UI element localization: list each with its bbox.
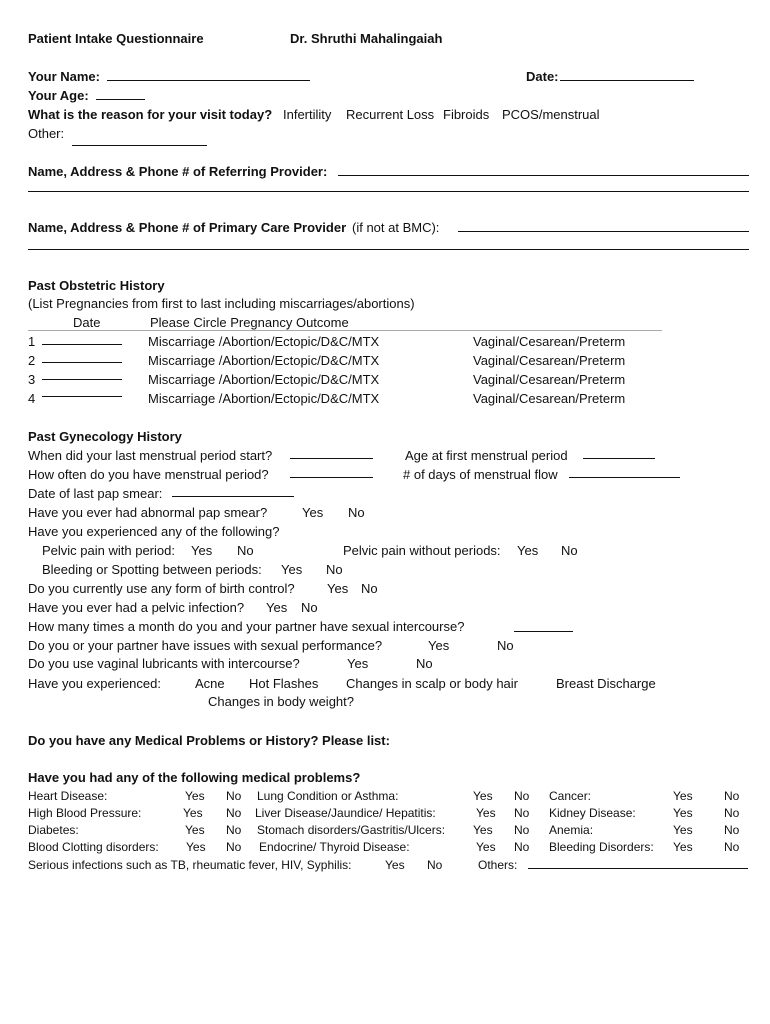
delivery-type[interactable]: Vaginal/Cesarean/Preterm xyxy=(473,353,626,368)
liver-disease-label: Liver Disease/Jaundice/ Hepatitis: xyxy=(255,806,436,820)
primary-care-field-line2[interactable] xyxy=(28,249,749,250)
row-number: 1 xyxy=(28,334,36,349)
kidney-disease-label: Kidney Disease: xyxy=(549,806,636,820)
serious-infections-label: Serious infections such as TB, rheumatic fever, HIV, Syphilis: xyxy=(28,858,352,872)
gynecology-heading: Past Gynecology History xyxy=(28,429,182,444)
primary-care-note: (if not at BMC): xyxy=(352,220,440,235)
delivery-type[interactable]: Vaginal/Cesarean/Preterm xyxy=(473,334,626,349)
anemia-label: Anemia: xyxy=(549,823,594,837)
period-frequency-label: How often do you have menstrual period? xyxy=(28,467,269,482)
name-label: Your Name: xyxy=(28,69,100,84)
intercourse-frequency-label: How many times a month do you and your partner have sexual intercourse? xyxy=(28,619,465,634)
age-first-period-field[interactable] xyxy=(583,458,655,459)
pelvic-infection-no[interactable]: No xyxy=(301,600,318,615)
obstetric-instruction: (List Pregnancies from first to last including miscarriages/abortions) xyxy=(28,296,415,311)
age-first-period-label: Age at first menstrual period xyxy=(405,448,568,463)
delivery-type[interactable]: Vaginal/Cesarean/Preterm xyxy=(473,372,626,387)
diabetes-yes[interactable]: Yes xyxy=(185,823,205,837)
pelvic-infection-label: Have you ever had a pelvic infection? xyxy=(28,600,245,615)
bleeding-label: Bleeding or Spotting between periods: xyxy=(42,562,262,577)
liver-disease-yes[interactable]: Yes xyxy=(476,806,496,820)
medical-problems-prompt: Do you have any Medical Problems or History? Please list: xyxy=(28,733,390,748)
sexual-performance-yes[interactable]: Yes xyxy=(428,638,450,653)
intercourse-frequency-field[interactable] xyxy=(514,631,573,632)
birth-control-no[interactable]: No xyxy=(361,581,378,596)
reason-label: What is the reason for your visit today? xyxy=(28,107,273,122)
referring-provider-label: Name, Address & Phone # of Referring Provider: xyxy=(28,164,328,179)
bleeding-disorders-no[interactable]: No xyxy=(724,840,740,854)
obstetric-header-divider xyxy=(28,330,662,331)
blood-clotting-label: Blood Clotting disorders: xyxy=(28,840,159,854)
abnormal-pap-label: Have you ever had abnormal pap smear? xyxy=(28,505,268,520)
stomach-disorders-yes[interactable]: Yes xyxy=(473,823,493,837)
primary-care-label: Name, Address & Phone # of Primary Care Provider xyxy=(28,220,347,235)
reason-option-pcos[interactable]: PCOS/menstrual xyxy=(502,107,600,122)
kidney-disease-yes[interactable]: Yes xyxy=(673,806,693,820)
diabetes-label: Diabetes: xyxy=(28,823,79,837)
high-blood-pressure-yes[interactable]: Yes xyxy=(183,806,203,820)
referring-provider-field-line2[interactable] xyxy=(28,191,749,192)
referring-provider-field[interactable] xyxy=(338,175,749,176)
lubricants-yes[interactable]: Yes xyxy=(347,656,369,671)
lubricants-no[interactable]: No xyxy=(416,656,433,671)
experienced-following-label: Have you experienced any of the following? xyxy=(28,524,280,539)
obstetric-heading: Past Obstetric History xyxy=(28,278,165,293)
other-label: Other: xyxy=(28,126,65,141)
doctor-name: Dr. Shruthi Mahalingaiah xyxy=(290,31,443,46)
sexual-performance-label: Do you or your partner have issues with sexual performance? xyxy=(28,638,383,653)
cancer-no[interactable]: No xyxy=(724,789,740,803)
heart-disease-label: Heart Disease: xyxy=(28,789,108,803)
heart-disease-no[interactable]: No xyxy=(226,789,242,803)
last-period-field[interactable] xyxy=(290,458,373,459)
delivery-type[interactable]: Vaginal/Cesarean/Preterm xyxy=(473,391,626,406)
last-pap-label: Date of last pap smear: xyxy=(28,486,163,501)
lung-condition-label: Lung Condition or Asthma: xyxy=(257,789,399,803)
pelvic-pain-with-no[interactable]: No xyxy=(237,543,254,558)
endocrine-disease-yes[interactable]: Yes xyxy=(476,840,496,854)
abnormal-pap-yes[interactable]: Yes xyxy=(302,505,324,520)
pregnancy-outcome[interactable]: Miscarriage /Abortion/Ectopic/D&C/MTX xyxy=(148,391,380,406)
name-field[interactable] xyxy=(107,80,310,81)
lubricants-label: Do you use vaginal lubricants with intercourse? xyxy=(28,656,300,671)
heart-disease-yes[interactable]: Yes xyxy=(185,789,205,803)
bleeding-yes[interactable]: Yes xyxy=(281,562,303,577)
high-blood-pressure-no[interactable]: No xyxy=(226,806,242,820)
serious-infections-no[interactable]: No xyxy=(427,858,443,872)
pregnancy-date-field[interactable] xyxy=(42,344,122,345)
symptom-breast-discharge[interactable]: Breast Discharge xyxy=(556,676,656,691)
pelvic-pain-without-yes[interactable]: Yes xyxy=(517,543,539,558)
endocrine-disease-no[interactable]: No xyxy=(514,840,530,854)
row-number: 4 xyxy=(28,391,36,406)
others-label: Others: xyxy=(478,858,518,872)
form-title: Patient Intake Questionnaire xyxy=(28,31,204,46)
days-flow-label: # of days of menstrual flow xyxy=(403,467,558,482)
age-label: Your Age: xyxy=(28,88,89,103)
endocrine-disease-label: Endocrine/ Thyroid Disease: xyxy=(259,840,410,854)
pelvic-pain-with-yes[interactable]: Yes xyxy=(191,543,213,558)
high-blood-pressure-label: High Blood Pressure: xyxy=(28,806,142,820)
cancer-yes[interactable]: Yes xyxy=(673,789,693,803)
reason-option-infertility[interactable]: Infertility xyxy=(283,107,332,122)
blood-clotting-yes[interactable]: Yes xyxy=(186,840,206,854)
diabetes-no[interactable]: No xyxy=(226,823,242,837)
pelvic-pain-without-no[interactable]: No xyxy=(561,543,578,558)
serious-infections-yes[interactable]: Yes xyxy=(385,858,405,872)
pregnancy-outcome[interactable]: Miscarriage /Abortion/Ectopic/D&C/MTX xyxy=(148,353,380,368)
pregnancy-outcome[interactable]: Miscarriage /Abortion/Ectopic/D&C/MTX xyxy=(148,334,380,349)
stomach-disorders-label: Stomach disorders/Gastritis/Ulcers: xyxy=(257,823,446,837)
primary-care-field[interactable] xyxy=(458,231,749,232)
date-label: Date: xyxy=(526,69,559,84)
bleeding-no[interactable]: No xyxy=(326,562,343,577)
last-pap-field[interactable] xyxy=(172,496,294,497)
birth-control-label: Do you currently use any form of birth control? xyxy=(28,581,295,596)
sexual-performance-no[interactable]: No xyxy=(497,638,514,653)
bleeding-disorders-label: Bleeding Disorders: xyxy=(549,840,654,854)
period-frequency-field[interactable] xyxy=(290,477,373,478)
pregnancy-date-field[interactable] xyxy=(42,396,122,397)
pregnancy-outcome[interactable]: Miscarriage /Abortion/Ectopic/D&C/MTX xyxy=(148,372,380,387)
lung-condition-yes[interactable]: Yes xyxy=(473,789,493,803)
blood-clotting-no[interactable]: No xyxy=(226,840,242,854)
pregnancy-date-field[interactable] xyxy=(42,379,122,380)
last-period-label: When did your last menstrual period start? xyxy=(28,448,273,463)
pregnancy-date-field[interactable] xyxy=(42,362,122,363)
days-flow-field[interactable] xyxy=(569,477,680,478)
row-number: 3 xyxy=(28,372,36,387)
symptom-hair-changes[interactable]: Changes in scalp or body hair xyxy=(346,676,518,691)
pelvic-pain-with-label: Pelvic pain with period: xyxy=(42,543,175,558)
other-field[interactable] xyxy=(72,145,207,146)
liver-disease-no[interactable]: No xyxy=(514,806,530,820)
row-number: 2 xyxy=(28,353,36,368)
age-field[interactable] xyxy=(96,99,145,100)
symptom-acne[interactable]: Acne xyxy=(195,676,225,691)
pelvic-infection-yes[interactable]: Yes xyxy=(266,600,288,615)
reason-option-recurrent-loss[interactable]: Recurrent Loss xyxy=(346,107,435,122)
birth-control-yes[interactable]: Yes xyxy=(327,581,349,596)
lung-condition-no[interactable]: No xyxy=(514,789,530,803)
symptom-hot-flashes[interactable]: Hot Flashes xyxy=(249,676,319,691)
stomach-disorders-no[interactable]: No xyxy=(514,823,530,837)
cancer-label: Cancer: xyxy=(549,789,592,803)
symptom-weight-changes[interactable]: Changes in body weight? xyxy=(208,694,354,709)
obstetric-col-outcome: Please Circle Pregnancy Outcome xyxy=(150,315,349,330)
others-field[interactable] xyxy=(528,868,748,869)
date-field[interactable] xyxy=(560,80,694,81)
pelvic-pain-without-label: Pelvic pain without periods: xyxy=(343,543,501,558)
kidney-disease-no[interactable]: No xyxy=(724,806,740,820)
reason-option-fibroids[interactable]: Fibroids xyxy=(443,107,490,122)
bleeding-disorders-yes[interactable]: Yes xyxy=(673,840,693,854)
anemia-no[interactable]: No xyxy=(724,823,740,837)
experienced-label: Have you experienced: xyxy=(28,676,161,691)
anemia-yes[interactable]: Yes xyxy=(673,823,693,837)
abnormal-pap-no[interactable]: No xyxy=(348,505,365,520)
obstetric-col-date: Date xyxy=(73,315,101,330)
medical-problems-heading: Have you had any of the following medical problems? xyxy=(28,770,361,785)
